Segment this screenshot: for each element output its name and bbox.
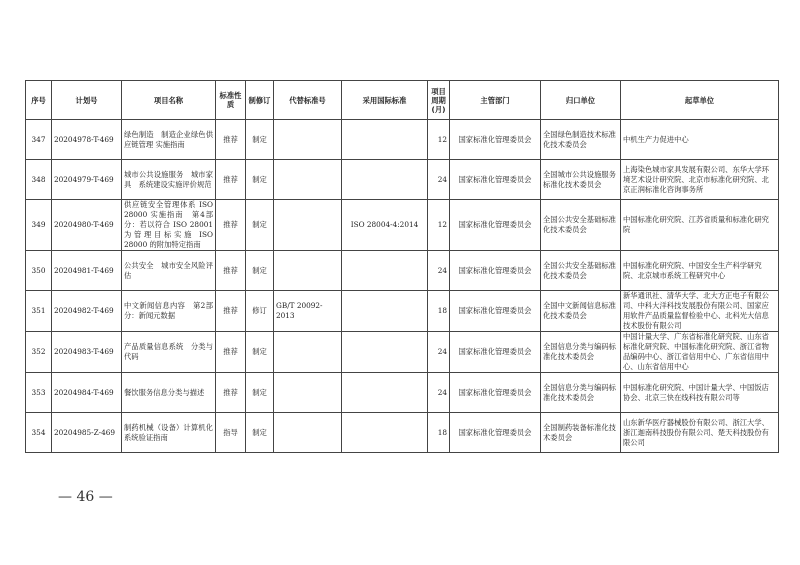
row-period: 24 <box>428 160 450 200</box>
row-revision: 制定 <box>246 200 274 251</box>
row-plan-no: 20204985-Z-469 <box>52 413 122 453</box>
row-replaced-std <box>274 332 342 373</box>
row-std-nature: 推荐 <box>216 160 246 200</box>
row-seq: 349 <box>26 200 52 251</box>
row-project-name: 城市公共设施服务 城市家具 系统建设实施评价规范 <box>122 160 216 200</box>
header-std-nature: 标准性质 <box>216 81 246 120</box>
row-owner-unit: 全国信息分类与编码标准化技术委员会 <box>541 332 621 373</box>
row-revision: 制定 <box>246 413 274 453</box>
row-intl-std <box>342 291 428 332</box>
row-std-nature: 指导 <box>216 413 246 453</box>
row-period: 12 <box>428 200 450 251</box>
header-plan-no: 计划号 <box>52 81 122 120</box>
row-authority: 国家标准化管理委员会 <box>450 291 541 332</box>
row-revision: 制定 <box>246 160 274 200</box>
row-std-nature: 推荐 <box>216 251 246 291</box>
row-intl-std <box>342 413 428 453</box>
row-period: 18 <box>428 291 450 332</box>
row-period: 12 <box>428 120 450 160</box>
row-authority: 国家标准化管理委员会 <box>450 120 541 160</box>
row-intl-std <box>342 120 428 160</box>
row-seq: 348 <box>26 160 52 200</box>
row-std-nature: 推荐 <box>216 373 246 413</box>
row-period: 24 <box>428 332 450 373</box>
row-authority: 国家标准化管理委员会 <box>450 373 541 413</box>
row-owner-unit: 全国公共安全基础标准化技术委员会 <box>541 251 621 291</box>
row-project-name: 公共安全 城市安全风险评估 <box>122 251 216 291</box>
row-std-nature: 推荐 <box>216 120 246 160</box>
row-drafting-units: 山东新华医疗器械股份有限公司、浙江大学、浙江迦南科技股份有限公司、楚天科技股份有限公司 <box>621 413 779 453</box>
row-intl-std <box>342 160 428 200</box>
header-period: 项目周期(月) <box>428 81 450 120</box>
row-authority: 国家标准化管理委员会 <box>450 332 541 373</box>
row-seq: 350 <box>26 251 52 291</box>
row-seq: 354 <box>26 413 52 453</box>
header-authority: 主管部门 <box>450 81 541 120</box>
row-std-nature: 推荐 <box>216 332 246 373</box>
row-revision: 制定 <box>246 251 274 291</box>
row-seq: 353 <box>26 373 52 413</box>
table-row <box>26 251 779 291</box>
row-intl-std <box>342 373 428 413</box>
row-project-name: 中文新闻信息内容 第2部分：新闻元数据 <box>122 291 216 332</box>
row-period: 24 <box>428 373 450 413</box>
row-project-name: 餐饮服务信息分类与描述 <box>122 373 216 413</box>
table-row <box>26 373 779 413</box>
row-seq: 351 <box>26 291 52 332</box>
row-owner-unit: 全国制药装备标准化技术委员会 <box>541 413 621 453</box>
row-authority: 国家标准化管理委员会 <box>450 160 541 200</box>
row-plan-no: 20204983-T-469 <box>52 332 122 373</box>
row-replaced-std: GB/T 20092-2013 <box>274 291 342 332</box>
row-revision: 修订 <box>246 291 274 332</box>
header-owner-unit: 归口单位 <box>541 81 621 120</box>
table-header-row <box>26 81 779 120</box>
row-authority: 国家标准化管理委员会 <box>450 413 541 453</box>
row-plan-no: 20204982-T-469 <box>52 291 122 332</box>
row-owner-unit: 全国城市公共设施服务标准化技术委员会 <box>541 160 621 200</box>
table-row <box>26 332 779 373</box>
row-seq: 347 <box>26 120 52 160</box>
header-seq: 序号 <box>26 81 52 120</box>
row-intl-std <box>342 332 428 373</box>
row-drafting-units: 上海染色城市家具发展有限公司、东华大学环境艺术设计研究院、北京市标准化研究院、北京正润标准化咨询事务所 <box>621 160 779 200</box>
row-period: 18 <box>428 413 450 453</box>
row-replaced-std <box>274 160 342 200</box>
row-plan-no: 20204980-T-469 <box>52 200 122 251</box>
row-revision: 制定 <box>246 373 274 413</box>
row-replaced-std <box>274 373 342 413</box>
row-period: 24 <box>428 251 450 291</box>
row-replaced-std <box>274 200 342 251</box>
row-project-name: 产品质量信息系统 分类与代码 <box>122 332 216 373</box>
row-replaced-std <box>274 251 342 291</box>
row-owner-unit: 全国信息分类与编码标准化技术委员会 <box>541 373 621 413</box>
standards-plan-table <box>25 80 779 453</box>
row-authority: 国家标准化管理委员会 <box>450 251 541 291</box>
row-revision: 制定 <box>246 120 274 160</box>
row-drafting-units: 中国计量大学、广东省标准化研究院、山东省标准化研究院、中国标准化研究院、浙江省物品编码中心、浙江省信用中心、广东省信用中心、山东省信用中心 <box>621 332 779 373</box>
row-std-nature: 推荐 <box>216 200 246 251</box>
page-number: — 46 — <box>58 489 113 505</box>
row-drafting-units: 中国标准化研究院、中国计量大学、中国饭店协会、北京三快在线科技有限公司等 <box>621 373 779 413</box>
table-row <box>26 291 779 332</box>
row-drafting-units: 中国标准化研究院、江苏省质量和标准化研究院 <box>621 200 779 251</box>
table-row <box>26 200 779 251</box>
row-project-name: 绿色制造 制造企业绿色供应链管理 实施指南 <box>122 120 216 160</box>
header-intl-std: 采用国际标准 <box>342 81 428 120</box>
row-plan-no: 20204984-T-469 <box>52 373 122 413</box>
row-plan-no: 20204979-T-469 <box>52 160 122 200</box>
row-intl-std <box>342 251 428 291</box>
row-owner-unit: 全国绿色制造技术标准化技术委员会 <box>541 120 621 160</box>
header-project-name: 项目名称 <box>122 81 216 120</box>
row-project-name: 制药机械（设备）计算机化系统验证指南 <box>122 413 216 453</box>
row-plan-no: 20204978-T-469 <box>52 120 122 160</box>
row-project-name: 供应链安全管理体系 ISO 28000 实施指南 第4部分：若以符合 ISO 28001 为管理目标实施 ISO 28000 的附加特定指南 <box>122 200 216 251</box>
row-intl-std: ISO 28004-4:2014 <box>342 200 428 251</box>
header-revision: 制修订 <box>246 81 274 120</box>
row-owner-unit: 全国公共安全基础标准化技术委员会 <box>541 200 621 251</box>
row-authority: 国家标准化管理委员会 <box>450 200 541 251</box>
table-row <box>26 120 779 160</box>
row-seq: 352 <box>26 332 52 373</box>
row-drafting-units: 中机生产力促进中心 <box>621 120 779 160</box>
row-owner-unit: 全国中文新闻信息标准化技术委员会 <box>541 291 621 332</box>
row-std-nature: 推荐 <box>216 291 246 332</box>
row-replaced-std <box>274 120 342 160</box>
table-body <box>26 120 779 453</box>
header-drafting-units: 起草单位 <box>621 81 779 120</box>
row-plan-no: 20204981-T-469 <box>52 251 122 291</box>
row-revision: 制定 <box>246 332 274 373</box>
table-row <box>26 160 779 200</box>
row-drafting-units: 新华通讯社、清华大学、北大方正电子有限公司、中科大洋科技发展股份有限公司、国家应用软件产品质量监督检验中心、北科光大信息技术股份有限公司 <box>621 291 779 332</box>
header-replaced-std: 代替标准号 <box>274 81 342 120</box>
row-drafting-units: 中国标准化研究院、中国安全生产科学研究院、北京城市系统工程研究中心 <box>621 251 779 291</box>
table-row <box>26 413 779 453</box>
row-replaced-std <box>274 413 342 453</box>
